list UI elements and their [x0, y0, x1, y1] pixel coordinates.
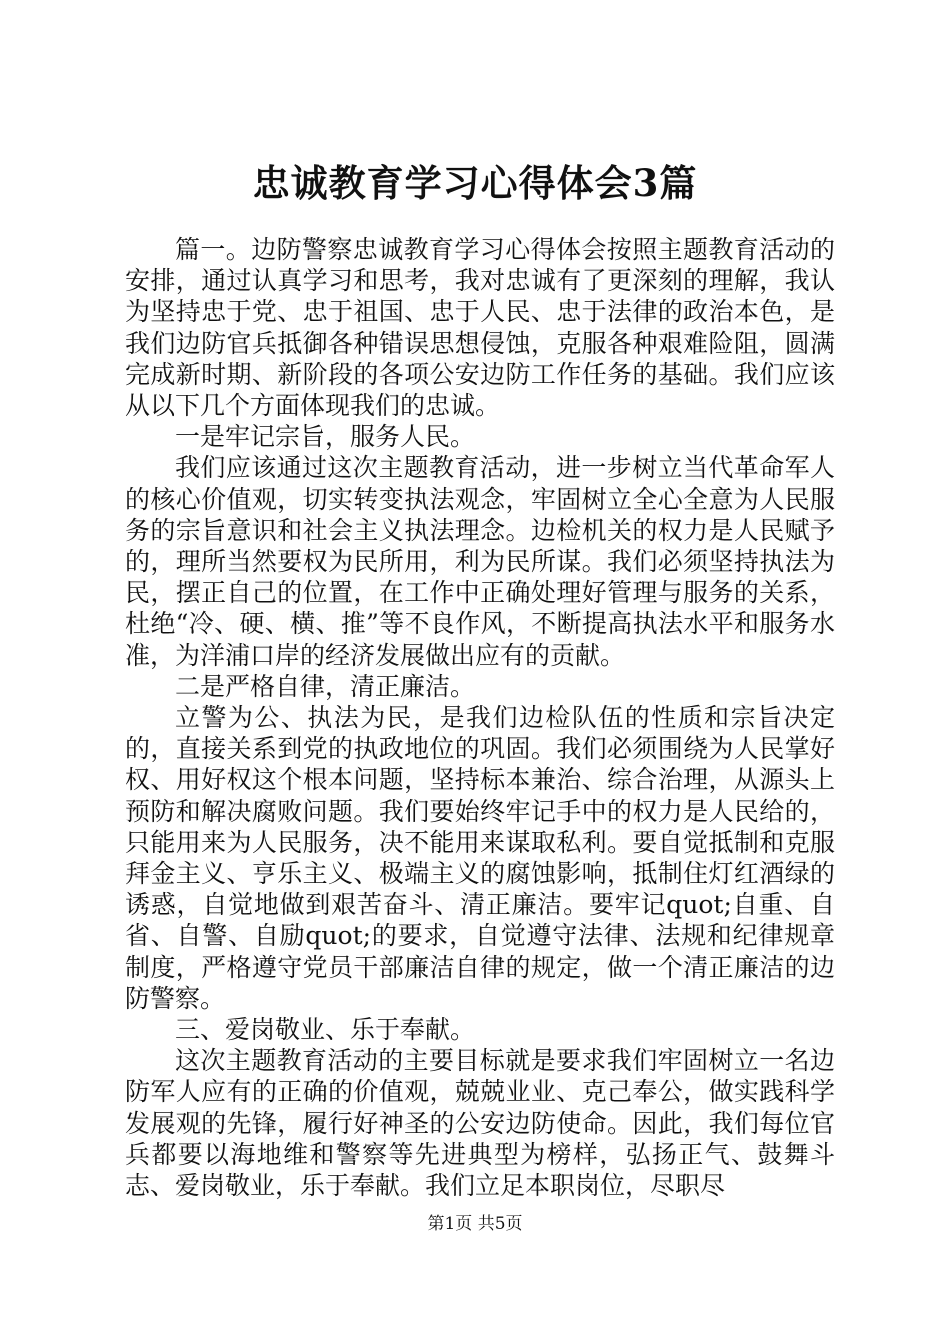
section-heading-2: 二是严格自律，清正廉洁。	[175, 671, 476, 701]
document-body	[125, 234, 835, 1201]
document-title: 忠诚教育学习心得体会3篇	[252, 161, 698, 205]
section-heading-3: 三、爱岗敬业、乐于奉献。	[175, 1015, 476, 1045]
paragraph-section-1: 我们应该通过这次主题教育活动，进一步树立当代革命军人的核心价值观，切实转变执法观念，牢固树立全心全意为人民服务的宗旨意识和社会主义执法理念。边检机关的权力是人民赋予的，理所当然要权为民所用，利为民所谋。我们必须坚持执法为民，摆正自己的位置，在工作中正确处理好管理与服务的关系，杜绝“冷、硬、横、推”等不良作风，不断提高执法水平和服务水准，为洋浦口岸的经济发展做出应有的贡献。	[125, 453, 835, 670]
paragraph-section-2: 立警为公、执法为民，是我们边检队伍的性质和宗旨决定的，直接关系到党的执政地位的巩固。我们必须围绕为人民掌好权、用好权这个根本问题，坚持标本兼治、综合治理，从源头上预防和解决腐败问题。我们要始终牢记手中的权力是人民给的，只能用来为人民服务，决不能用来谋取私利。要自觉抵制和克服拜金主义、亨乐主义、极端主义的腐蚀影响，抵制住灯红酒绿的诱惑，自觉地做到艰苦奋斗、清正廉洁。要牢记quot;自重、自省、自警、自励quot;的要求，自觉遵守法律、法规和纪律规章制度，严格遵守党员干部廉洁自律的规定，做一个清正廉洁的边防警察。	[125, 703, 835, 1013]
paragraph-intro: 篇一。边防警察忠诚教育学习心得体会按照主题教育活动的安排，通过认真学习和思考，我对忠诚有了更深刻的理解，我认为坚持忠于党、忠于祖国、忠于人民、忠于法律的政治本色，是我们边防官兵抵御各种错误思想侵蚀，克服各种艰难险阻，圆满完成新时期、新阶段的各项公安边防工作任务的基础。我们应该从以下几个方面体现我们的忠诚。	[125, 235, 835, 421]
section-heading-1: 一是牢记宗旨，服务人民。	[175, 422, 476, 452]
paragraph-section-3: 这次主题教育活动的主要目标就是要求我们牢固树立一名边防军人应有的正确的价值观，兢兢业业、克己奉公，做实践科学发展观的先锋，履行好神圣的公安边防使命。因此，我们每位官兵都要以海地维和警察等先进典型为榜样，弘扬正气、鼓舞斗志、爱岗敬业，乐于奉献。我们立足本职岗位，尽职尽	[125, 1046, 835, 1201]
page-footer: 第1页 共5页	[427, 1214, 523, 1234]
